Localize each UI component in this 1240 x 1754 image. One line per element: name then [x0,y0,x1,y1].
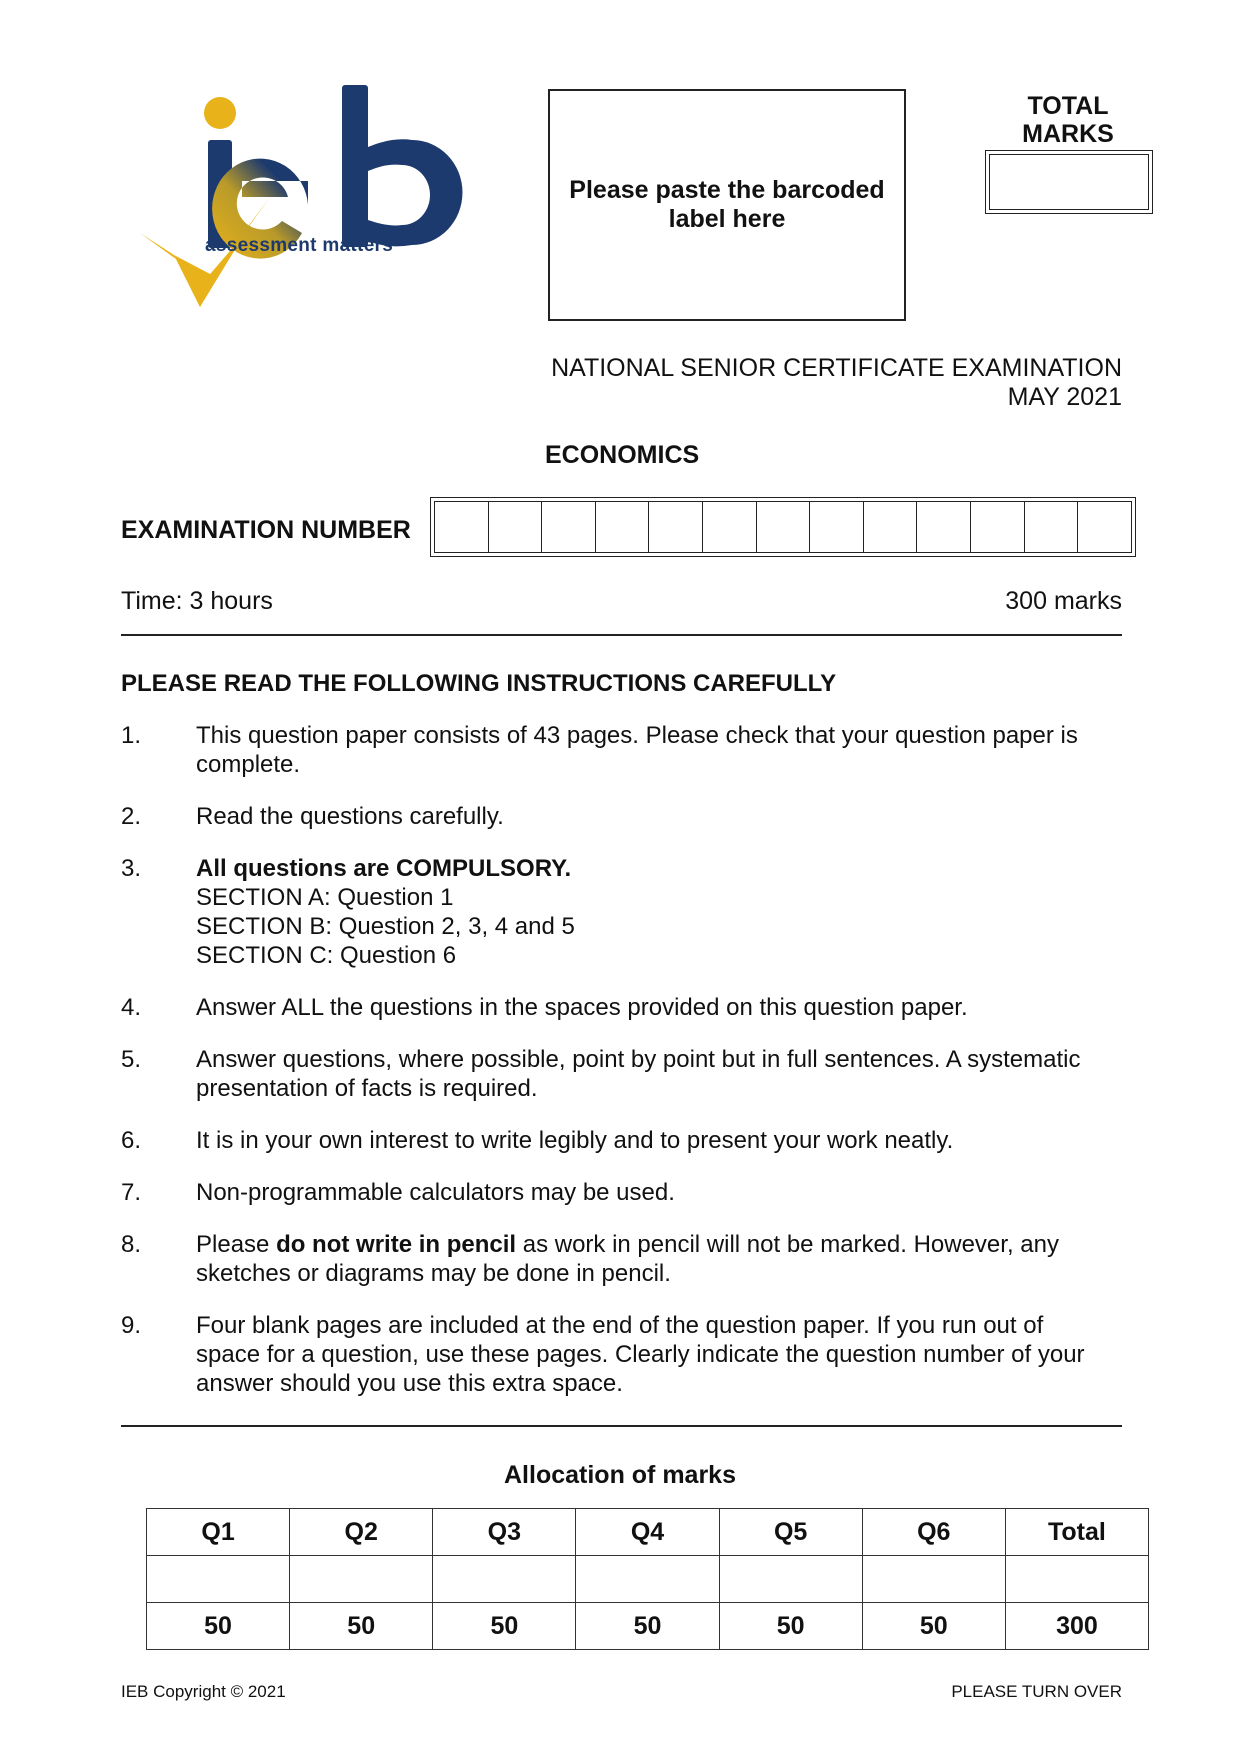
max-marks-cell: 50 [290,1603,433,1650]
barcode-label-text: Please paste the barcoded label here [569,176,885,233]
instruction-item: 9. Four blank pages are included at the end of the question paper. If you run out of space for a question, use these pages. Clearly indicate the question number of your answer should you use this extra space. [121,1312,1085,1397]
score-cell[interactable] [576,1556,719,1603]
divider [121,1425,1122,1427]
exam-number-cell[interactable] [595,502,649,552]
instruction-item: 8. Please do not write in pencil as work in pencil will not be marked. However, any sketches or diagrams may be done in pencil. [121,1231,1059,1287]
max-marks-cell: 50 [862,1603,1005,1650]
barcode-label-box [548,89,906,321]
exam-number-cell[interactable] [1077,502,1131,552]
instruction-item: 7. Non-programmable calculators may be used. [121,1179,675,1206]
logo-tagline: assessment matters [205,235,394,256]
exam-number-cell[interactable] [970,502,1024,552]
exam-marks: 300 marks [1005,587,1122,615]
exam-title [551,354,1122,412]
exam-time: Time: 3 hours [121,587,273,615]
allocation-title: Allocation of marks [504,1461,736,1489]
allocation-header: Q2 [290,1509,433,1556]
allocation-header: Q6 [862,1509,1005,1556]
score-cell[interactable] [1005,1556,1148,1603]
score-cell[interactable] [433,1556,576,1603]
exam-number-cell[interactable] [648,502,702,552]
total-label-line1: TOTAL [1027,92,1109,120]
allocation-score-row [147,1556,1149,1603]
exam-number-cell[interactable] [756,502,810,552]
footer-turn-over: PLEASE TURN OVER [951,1682,1122,1701]
exam-number-cell[interactable] [1024,502,1078,552]
allocation-total-row [147,1603,1149,1650]
exam-number-cell[interactable] [541,502,595,552]
instruction-item: 5. Answer questions, where possible, point by point but in full sentences. A systematic presentation of facts is required. [121,1046,1081,1102]
score-cell[interactable] [147,1556,290,1603]
footer-copyright: IEB Copyright © 2021 [121,1682,286,1701]
divider [121,634,1122,636]
max-marks-cell: 50 [576,1603,719,1650]
exam-number-cell[interactable] [916,502,970,552]
exam-title-line2: MAY 2021 [1007,383,1122,411]
total-marks-box[interactable] [985,150,1153,214]
score-cell[interactable] [862,1556,1005,1603]
exam-number-cell[interactable] [435,502,488,552]
instruction-item: 4. Answer ALL the questions in the spaces provided on this question paper. [121,994,968,1021]
instruction-item: 3. All questions are COMPULSORY. SECTION A: Question 1 SECTION B: Question 2, 3, 4 and 5 SECTION C: Question 6 [121,855,575,969]
allocation-header: Q5 [719,1509,862,1556]
subject-title: ECONOMICS [545,441,700,469]
max-marks-cell: 50 [719,1603,862,1650]
ieb-logo-graphic [130,85,490,325]
instructions-list [121,721,1122,1398]
allocation-header: Total [1005,1509,1148,1556]
total-label-line2: MARKS [1022,120,1114,148]
exam-number-grid[interactable] [430,497,1136,557]
total-marks-label [970,92,1166,148]
score-cell[interactable] [290,1556,433,1603]
exam-number-cell[interactable] [809,502,863,552]
instruction-item: 1. This question paper consists of 43 pages. Please check that your question paper is complete. [121,722,1078,778]
instruction-item: 2. Read the questions carefully. [121,803,504,830]
allocation-header: Q3 [433,1509,576,1556]
exam-number-cell[interactable] [863,502,917,552]
score-cell[interactable] [719,1556,862,1603]
ieb-logo [130,85,490,325]
instructions-heading: PLEASE READ THE FOLLOWING INSTRUCTIONS CAREFULLY [121,670,837,697]
max-marks-cell: 50 [433,1603,576,1650]
max-marks-cell: 50 [147,1603,290,1650]
max-marks-cell: 300 [1005,1603,1148,1650]
exam-title-line1: NATIONAL SENIOR CERTIFICATE EXAMINATION [551,354,1122,382]
allocation-header: Q4 [576,1509,719,1556]
instruction-item: 6. It is in your own interest to write legibly and to present your work neatly. [121,1127,954,1154]
allocation-table [146,1508,1149,1650]
exam-number-cell[interactable] [702,502,756,552]
exam-number-cell[interactable] [488,502,542,552]
exam-number-label: EXAMINATION NUMBER [121,516,411,544]
allocation-header-row [147,1509,1149,1556]
allocation-header: Q1 [147,1509,290,1556]
